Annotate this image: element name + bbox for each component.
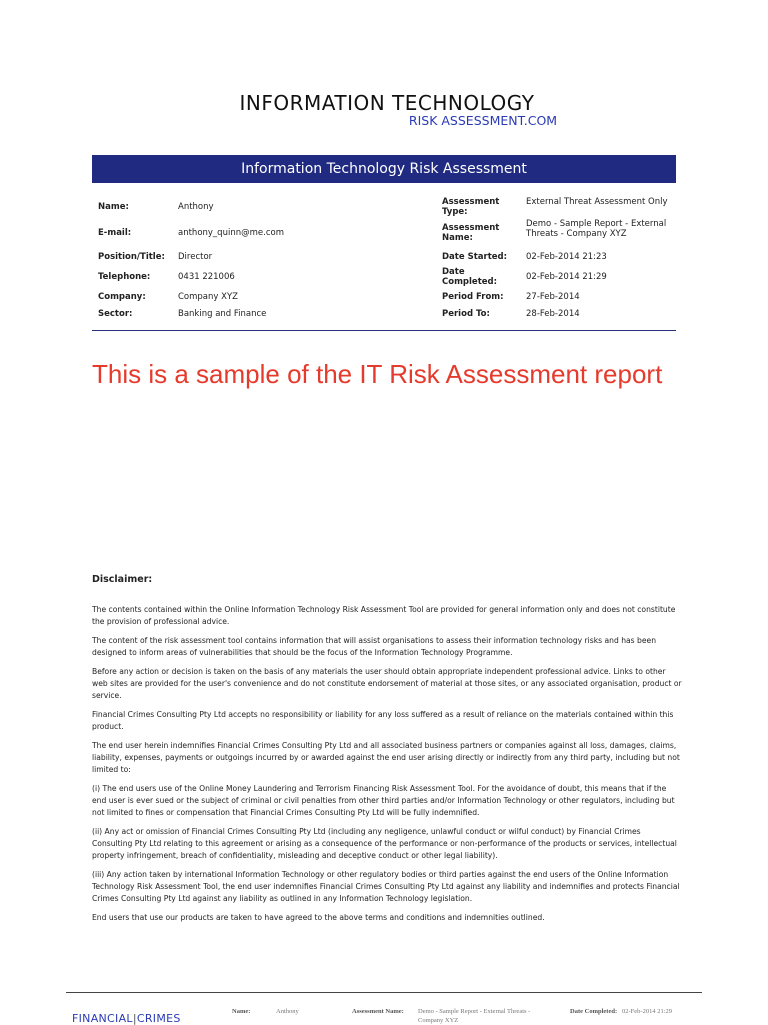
period-from-value: 27-Feb-2014 [526, 292, 580, 302]
footer-assessment-value: Demo - Sample Report - External Threats - Company XYZ [418, 1008, 531, 1024]
email-value: anthony_quinn@me.com [178, 228, 284, 238]
assessment-name-value: Demo - Sample Report - External Threats - Company XYZ [526, 219, 667, 239]
site-logo [0, 92, 768, 128]
logo-subtitle: RISK ASSESSMENT.COM [408, 113, 558, 128]
sector-value: Banking and Finance [178, 309, 267, 319]
assessment-type-label: Assessment Type: [442, 197, 500, 217]
date-started-value: 02-Feb-2014 21:23 [526, 252, 607, 262]
telephone-value: 0431 221006 [178, 272, 235, 282]
footer-logo-left: FINANCIAL [72, 1012, 133, 1025]
assessment-type-value: External Threat Assessment Only [526, 197, 668, 207]
period-to-label: Period To: [442, 309, 490, 319]
disclaimer-body [92, 604, 682, 931]
footer-completed-value: 02-Feb-2014 21:29 [622, 1008, 673, 1015]
assessment-name-label: Assessment Name: [442, 223, 500, 243]
report-title-bar: Information Technology Risk Assessment [92, 155, 676, 183]
footer-logo-separator: | [132, 1012, 137, 1025]
name-label: Name: [98, 202, 129, 212]
company-label: Company: [98, 292, 146, 302]
disclaimer-paragraph: (iii) Any action taken by international Information Technology or other regulatory bodies or third parties against the end users of the Online Information Technology Risk Assessment Tool, the end user indemnifies Financial Crimes Consulting Pty Ltd against any liability and indemnifies and protects Financial Crimes Consulting Pty Ltd against any liability as outlined in any Information Technology legislation. [92, 870, 680, 903]
disclaimer-paragraph: (ii) Any act or omission of Financial Crimes Consulting Pty Ltd (including any negligence, unlawful conduct or wilful conduct) by Financial Crimes Consulting Pty Ltd relating to this agreement or arising as a consequence of the performance or non-performance of the products or services, intellectual property infringement, breach of confidentiality, misleading and deceptive conduct or other legal liability). [92, 827, 677, 860]
disclaimer-paragraph: Financial Crimes Consulting Pty Ltd accepts no responsibility or liability for any loss suffered as a result of reliance on the materials contained within this product. [92, 710, 674, 731]
footer-name-value: Anthony [276, 1008, 299, 1015]
assessment-info-table [92, 190, 676, 331]
period-to-value: 28-Feb-2014 [526, 309, 580, 319]
footer-completed-label: Date Completed: [570, 1008, 618, 1015]
sample-notice: This is a sample of the IT Risk Assessment report [92, 359, 663, 389]
company-value: Company XYZ [178, 292, 238, 302]
logo-title: INFORMATION TECHNOLOGY [239, 91, 535, 115]
name-value: Anthony [178, 202, 214, 212]
footer-logo-right: CRIMES [136, 1012, 181, 1025]
disclaimer-paragraph: End users that use our products are taken to have agreed to the above terms and conditions and indemnities outlined. [92, 913, 545, 922]
footer-divider [66, 992, 702, 993]
disclaimer-paragraph: The end user herein indemnifies Financial Crimes Consulting Pty Ltd and all associated business partners or companies against all loss, damages, claims, liability, expenses, payments or outgoings incurred by or awarded against the end user arising directly or indirectly from any third party, including but not limited to: [92, 741, 680, 774]
position-value: Director [178, 252, 213, 262]
date-started-label: Date Started: [442, 252, 508, 262]
footer-name-label: Name: [232, 1008, 251, 1015]
date-completed-label: Date Completed: [442, 267, 498, 287]
sector-label: Sector: [98, 309, 133, 319]
date-completed-value: 02-Feb-2014 21:29 [526, 272, 607, 282]
footer-logo [72, 1012, 181, 1025]
disclaimer-heading: Disclaimer: [92, 574, 153, 585]
disclaimer-paragraph: The content of the risk assessment tool contains information that will assist organisations to assess their information technology risks and has been designed to inform areas of vulnerabilities that should be the focus of the Information Technology Programme. [92, 636, 657, 657]
disclaimer-paragraph: Before any action or decision is taken on the basis of any materials the user should obtain appropriate independent professional advice. Links to other web sites are provided for the user's convenience and do not constitute endorsement of material at those sites, or any associated organisation, product or service. [92, 667, 682, 700]
disclaimer-paragraph: (i) The end users use of the Online Money Laundering and Terrorism Financing Risk Assessment Tool. For the avoidance of doubt, this means that if the end user is ever sued or the subject of criminal or civil penalties from other third parties and/or Information Technology or other regulators, including but not limited to fines or compensation that Financial Crimes Consulting Pty Ltd will be fully indemnified. [92, 784, 675, 817]
position-label: Position/Title: [98, 252, 165, 262]
disclaimer-paragraph: The contents contained within the Online Information Technology Risk Assessment Tool are provided for general information only and does not constitute the provision of professional advice. [92, 605, 676, 626]
email-label: E-mail: [98, 228, 132, 238]
period-from-label: Period From: [442, 292, 504, 302]
telephone-label: Telephone: [98, 272, 151, 282]
footer-assessment-label: Assessment Name: [352, 1008, 404, 1015]
